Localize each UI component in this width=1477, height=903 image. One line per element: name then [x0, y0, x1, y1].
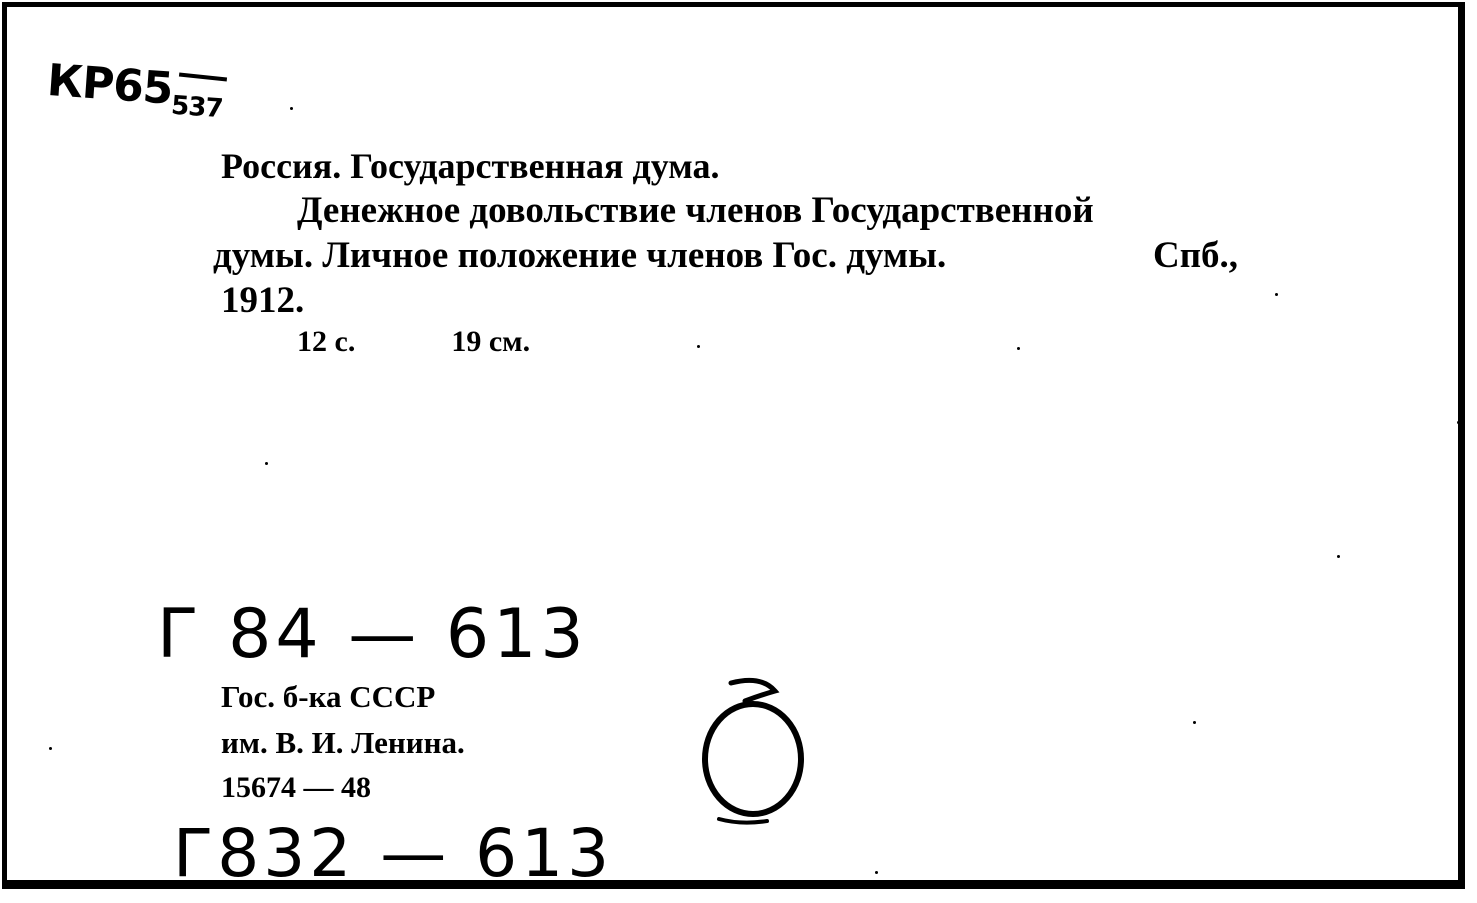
scan-speck	[697, 345, 700, 348]
heading: Россия. Государственная дума.	[221, 146, 720, 186]
stamp-line-3: 15674 — 48	[221, 771, 371, 804]
scan-speck	[1275, 293, 1278, 296]
catalog-card	[2, 2, 1465, 889]
scan-speck	[265, 462, 268, 465]
handwritten-code-top: Г 84 — 613	[157, 595, 588, 674]
title-line-2: думы. Личное положение членов Гос. думы.	[213, 235, 947, 276]
shelfmark	[45, 55, 225, 124]
page-count: 12 с.	[297, 325, 356, 358]
publication-year: 1912.	[221, 280, 305, 321]
stamp-line-2: им. В. И. Ленина.	[221, 725, 465, 760]
scan-speck	[1193, 721, 1196, 724]
card-size: 19 см.	[451, 325, 531, 358]
shelfmark-sub: 537	[170, 90, 224, 125]
hand-drawn-circle-icon	[691, 671, 821, 831]
handwritten-code-bottom: Г832 — 613	[173, 815, 614, 889]
physical-description	[297, 325, 530, 359]
stamp-line-1: Гос. б-ка СССР	[221, 679, 436, 714]
publication-place: Спб.,	[1153, 235, 1239, 276]
scan-speck	[875, 871, 878, 874]
scan-speck	[49, 747, 52, 750]
scan-speck	[290, 107, 293, 110]
scan-speck	[1017, 347, 1020, 350]
scan-speck	[1457, 421, 1460, 424]
title-line-1: Денежное довольствие членов Государственной	[297, 190, 1094, 231]
shelfmark-main: КР65	[45, 55, 175, 115]
scan-speck	[1337, 555, 1340, 558]
